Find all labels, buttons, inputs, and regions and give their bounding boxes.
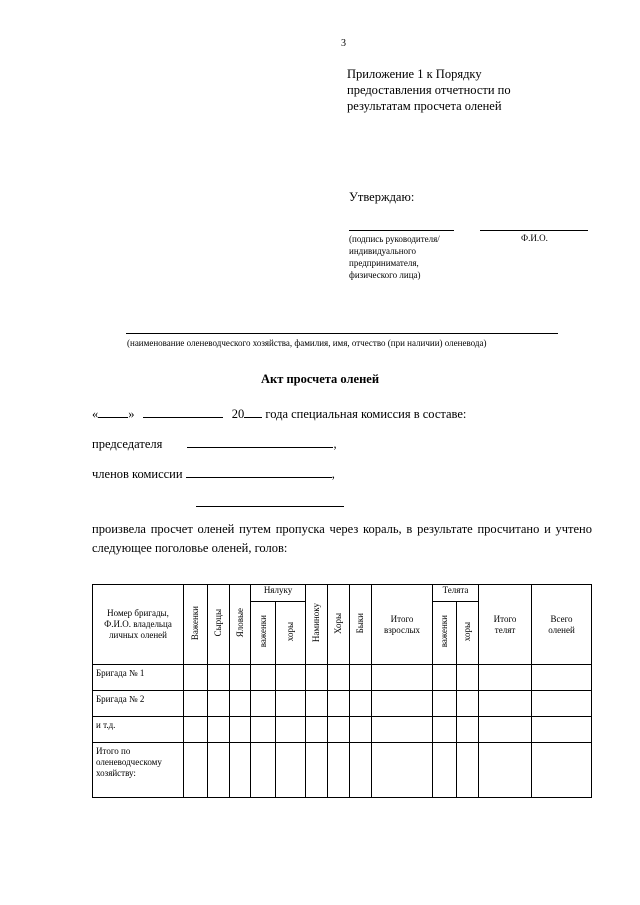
appendix-line-3: результатам просчета оленей bbox=[347, 99, 502, 113]
header-yalovye: Яловые bbox=[230, 585, 251, 665]
signature-line bbox=[349, 230, 454, 231]
header-byki: Быки bbox=[350, 585, 372, 665]
header-telyata-khory: хоры bbox=[457, 602, 479, 665]
table-row-total bbox=[93, 743, 592, 798]
month-blank bbox=[143, 405, 223, 418]
date-close-quote: » bbox=[128, 407, 135, 421]
deer-count-table bbox=[92, 584, 592, 798]
header-telyata: Телята bbox=[433, 585, 479, 602]
appendix-line-2: предоставления отчетности по bbox=[347, 83, 511, 97]
signature-caption bbox=[349, 233, 440, 281]
header-itogo-telyat: Итого телят bbox=[479, 585, 532, 665]
signature-caption-line-4: физического лица) bbox=[349, 270, 421, 280]
organization-line bbox=[126, 333, 558, 334]
header-brigade: Номер бригады, Ф.И.О. владельца личных оленей bbox=[93, 585, 184, 665]
members-comma: , bbox=[331, 467, 335, 481]
table-row bbox=[93, 717, 592, 743]
year-blank bbox=[244, 405, 262, 418]
members-line bbox=[92, 465, 335, 482]
fio-caption: Ф.И.О. bbox=[521, 233, 548, 243]
row-label-brigade-2: Бригада № 2 bbox=[93, 691, 184, 717]
date-line bbox=[92, 405, 466, 422]
header-telyata-vazhenki: важенки bbox=[433, 602, 457, 665]
table-header-row-1 bbox=[93, 585, 592, 602]
signature-caption-line-3: предпринимателя, bbox=[349, 258, 419, 268]
chairman-label: председателя bbox=[92, 437, 163, 451]
header-naminoku: Наминоку bbox=[306, 585, 328, 665]
header-syrtsy: Сырцы bbox=[208, 585, 230, 665]
header-itogo-vzroslykh: Итого взрослых bbox=[372, 585, 433, 665]
fio-line bbox=[480, 230, 588, 231]
header-nyaluku-khory: хоры bbox=[276, 602, 306, 665]
header-khory: Хоры bbox=[328, 585, 350, 665]
commission-text: года специальная комиссия в составе: bbox=[265, 407, 467, 421]
date-open-quote: « bbox=[92, 407, 99, 421]
header-vsego-oleney: Всего оленей bbox=[532, 585, 592, 665]
act-title: Акт просчета оленей bbox=[260, 372, 380, 386]
row-label-brigade-1: Бригада № 1 bbox=[93, 665, 184, 691]
appendix-note bbox=[347, 66, 511, 114]
header-nyaluku-vazhenki: важенки bbox=[251, 602, 276, 665]
signature-caption-line-2: индивидуального bbox=[349, 246, 417, 256]
chairman-line bbox=[92, 435, 337, 452]
organization-caption: (наименование оленеводческого хозяйства, фамилия, имя, отчество (при наличии) оленевода) bbox=[127, 338, 487, 348]
member-blank-2 bbox=[196, 506, 344, 507]
body-paragraph: произвела просчет оленей путем пропуска через кораль, в результате просчитано и учтено следующее поголовье оленей, голов: bbox=[92, 522, 592, 555]
signature-caption-line-1: (подпись руководителя/ bbox=[349, 234, 440, 244]
members-label: членов комиссии bbox=[92, 467, 183, 481]
header-nyaluku: Нялуку bbox=[251, 585, 306, 602]
table-row bbox=[93, 691, 592, 717]
approval-label: Утверждаю: bbox=[349, 190, 415, 204]
header-vazhenki: Важенки bbox=[184, 585, 208, 665]
page-number: 3 bbox=[341, 38, 346, 49]
row-label-etc: и т.д. bbox=[93, 717, 184, 743]
member-blank-1 bbox=[186, 465, 332, 478]
year-prefix: 20 bbox=[231, 407, 245, 421]
table-row bbox=[93, 665, 592, 691]
chairman-blank bbox=[187, 435, 333, 448]
chairman-comma: , bbox=[333, 437, 337, 451]
row-label-total: Итого по оленеводческому хозяйству: bbox=[93, 743, 184, 798]
appendix-line-1: Приложение 1 к Порядку bbox=[347, 67, 482, 81]
day-blank bbox=[98, 405, 128, 418]
